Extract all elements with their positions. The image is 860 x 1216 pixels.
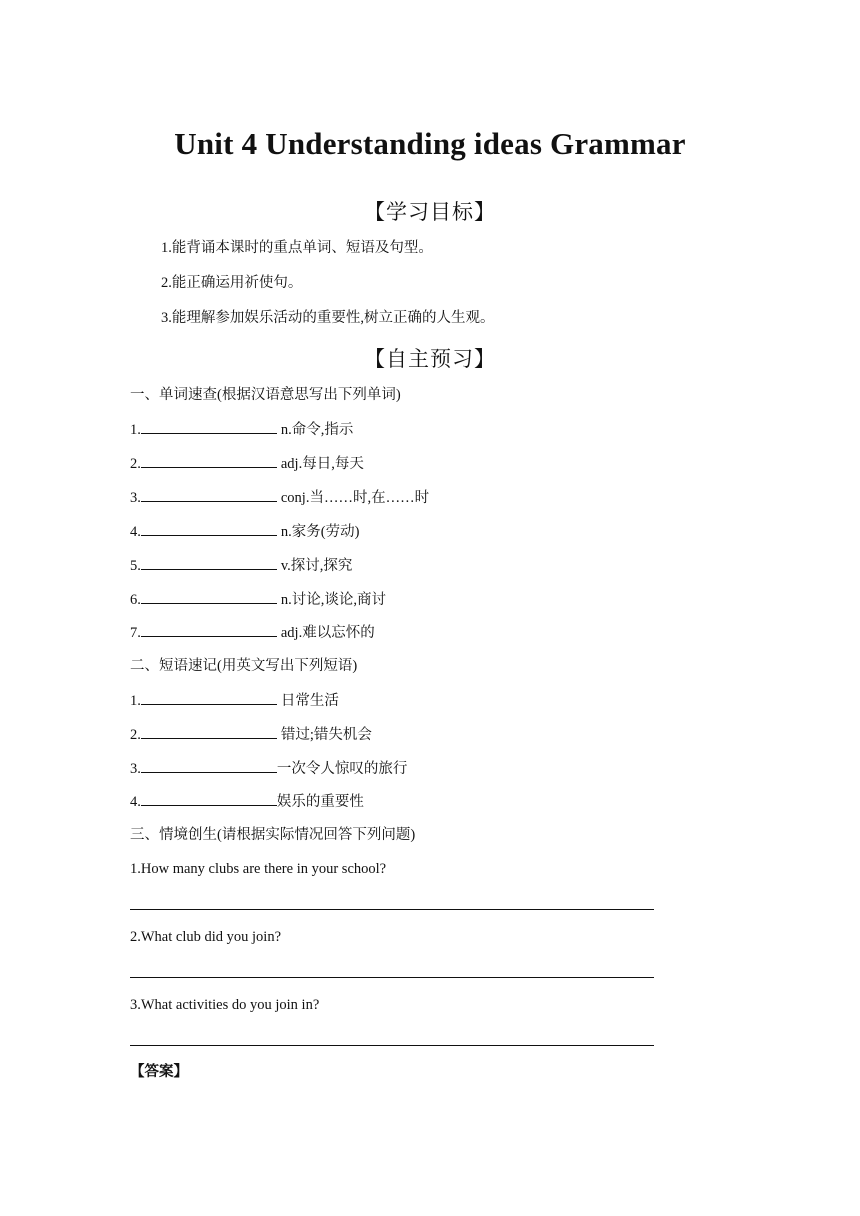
answer-blank[interactable] (141, 791, 277, 806)
phrase-item: 1. 日常生活 (130, 690, 339, 711)
answer-blank[interactable] (141, 758, 277, 773)
phrase-item: 4. 娱乐的重要性 (130, 791, 364, 812)
word-item: 2. adj.每日,每天 (130, 453, 364, 474)
answer-heading: 【答案】 (130, 1064, 188, 1080)
objectives-heading: 【学习目标】 (364, 200, 496, 224)
answer-blank[interactable] (141, 419, 277, 434)
answer-blank[interactable] (141, 724, 277, 739)
answer-blank[interactable] (141, 622, 277, 637)
word-item: 1. n.命令,指示 (130, 419, 353, 440)
phrase-item: 3. 一次令人惊叹的旅行 (130, 758, 407, 779)
document-title: Unit 4 Understanding ideas Grammar (174, 126, 686, 161)
answer-line[interactable] (130, 977, 654, 978)
answer-line[interactable] (130, 1045, 654, 1046)
question-item: 3.What activities do you join in? (130, 997, 320, 1013)
answer-blank[interactable] (141, 690, 277, 705)
phrase-item: 2. 错过;错失机会 (130, 724, 372, 745)
word-item: 6. n.讨论,谈论,商讨 (130, 589, 386, 610)
answer-blank[interactable] (141, 487, 277, 502)
answer-blank[interactable] (141, 453, 277, 468)
part1-title: 一、单词速查(根据汉语意思写出下列单词) (130, 387, 401, 403)
part3-title: 三、情境创生(请根据实际情况回答下列问题) (130, 827, 416, 843)
question-item: 2.What club did you join? (130, 929, 282, 945)
answer-line[interactable] (130, 909, 654, 910)
answer-blank[interactable] (141, 589, 277, 604)
answer-blank[interactable] (141, 521, 277, 536)
objective-item: 1.能背诵本课时的重点单词、短语及句型。 (161, 240, 433, 256)
objective-item: 2.能正确运用祈使句。 (161, 275, 303, 291)
question-item: 1.How many clubs are there in your school? (130, 861, 387, 877)
preview-heading: 【自主预习】 (364, 347, 496, 371)
word-item: 7. adj.难以忘怀的 (130, 622, 375, 643)
word-item: 5. v.探讨,探究 (130, 555, 352, 576)
answer-blank[interactable] (141, 555, 277, 570)
word-item: 4. n.家务(劳动) (130, 521, 359, 542)
word-item: 3. conj.当……时,在……时 (130, 487, 429, 508)
objective-item: 3.能理解参加娱乐活动的重要性,树立正确的人生观。 (161, 310, 495, 326)
part2-title: 二、短语速记(用英文写出下列短语) (130, 658, 358, 674)
